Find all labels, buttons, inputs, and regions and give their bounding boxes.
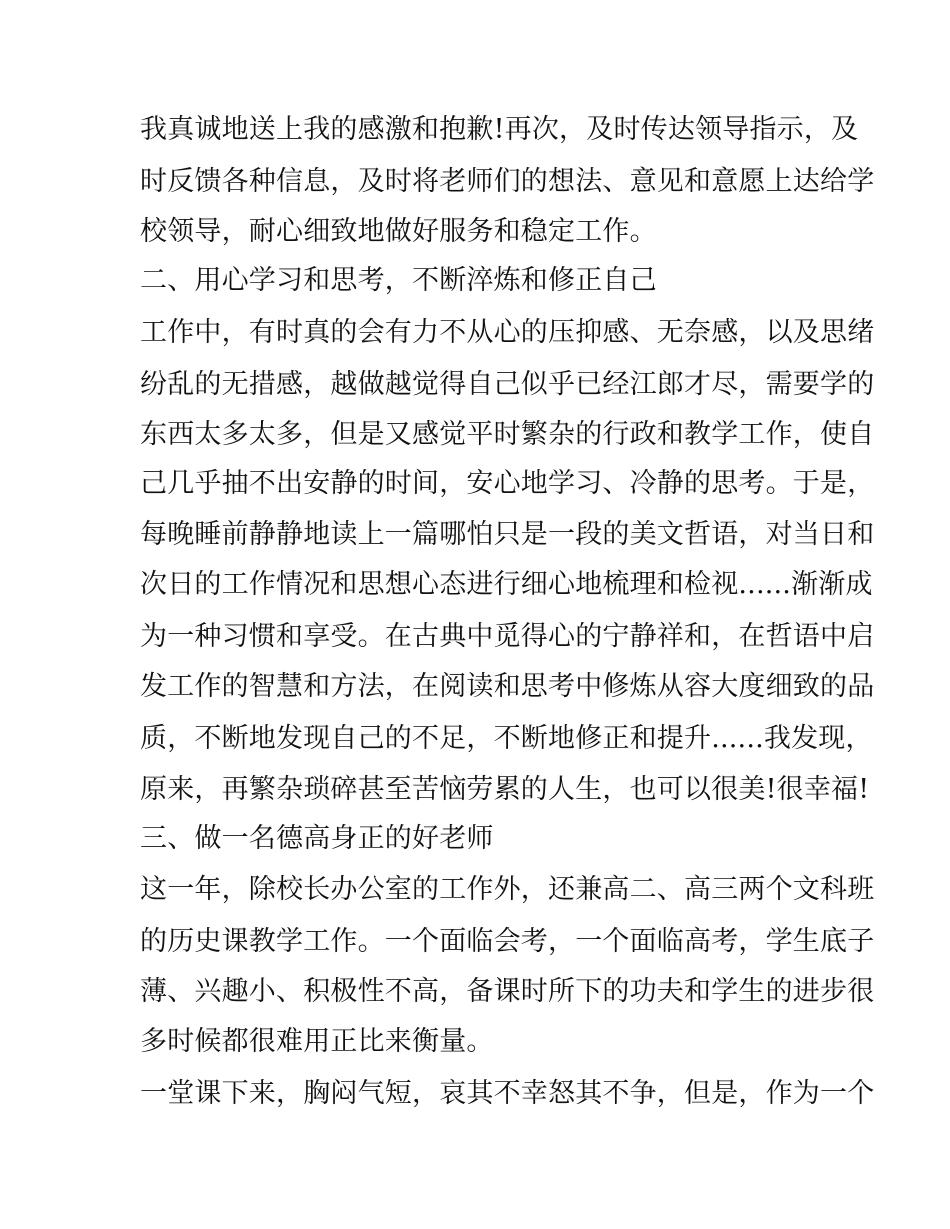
- text-line-9: 每晚睡前静静地读上一篇哪怕只是一段的美文哲语，对当日和: [140, 519, 875, 550]
- text-line-12: 发工作的智慧和方法，在阅读和思考中修炼从容大度细致的品: [140, 671, 875, 702]
- text-line-6: 纷乱的无措感，越做越觉得自己似乎已经江郎才尽，需要学的: [140, 369, 875, 400]
- text-line-17: 的历史课教学工作。一个面临会考，一个面临高考，学生底子: [140, 926, 875, 957]
- text-line-3: 校领导，耐心细致地做好服务和稳定工作。: [140, 216, 657, 247]
- text-line-14: 原来，再繁杂琐碎甚至苦恼劳累的人生，也可以很美!很幸福!: [140, 774, 870, 805]
- text-line-5: 工作中，有时真的会有力不从心的压抑感、无奈感，以及思绪: [140, 317, 875, 348]
- text-line-10: 次日的工作情况和思想心态进行细心地梳理和检视......渐渐成: [140, 569, 873, 600]
- text-line-16: 这一年，除校长办公室的工作外，还兼高二、高三两个文科班: [140, 874, 875, 905]
- text-line-2: 时反馈各种信息，及时将老师们的想法、意见和意愿上达给学: [140, 166, 875, 197]
- text-line-18: 薄、兴趣小、积极性不高，备课时所下的功夫和学生的进步很: [140, 976, 875, 1007]
- text-line-20: 一堂课下来，胸闷气短，哀其不幸怒其不争，但是，作为一个: [140, 1078, 875, 1109]
- section-heading-3: 三、做一名德高身正的好老师: [140, 823, 494, 854]
- text-line-1: 我真诚地送上我的感激和抱歉!再次，及时传达领导指示，及: [140, 114, 859, 145]
- text-line-19: 多时候都很难用正比来衡量。: [140, 1026, 494, 1057]
- text-line-13: 质，不断地发现自己的不足，不断地修正和提升......我发现，: [140, 723, 873, 754]
- text-line-8: 己几乎抽不出安静的时间，安心地学习、冷静的思考。于是，: [140, 468, 875, 499]
- text-line-11: 为一种习惯和享受。在古典中觅得心的宁静祥和，在哲语中启: [140, 621, 875, 652]
- text-line-7: 东西太多太多，但是又感觉平时繁杂的行政和教学工作，使自: [140, 419, 875, 450]
- section-heading-2: 二、用心学习和思考，不断淬炼和修正自己: [140, 265, 657, 296]
